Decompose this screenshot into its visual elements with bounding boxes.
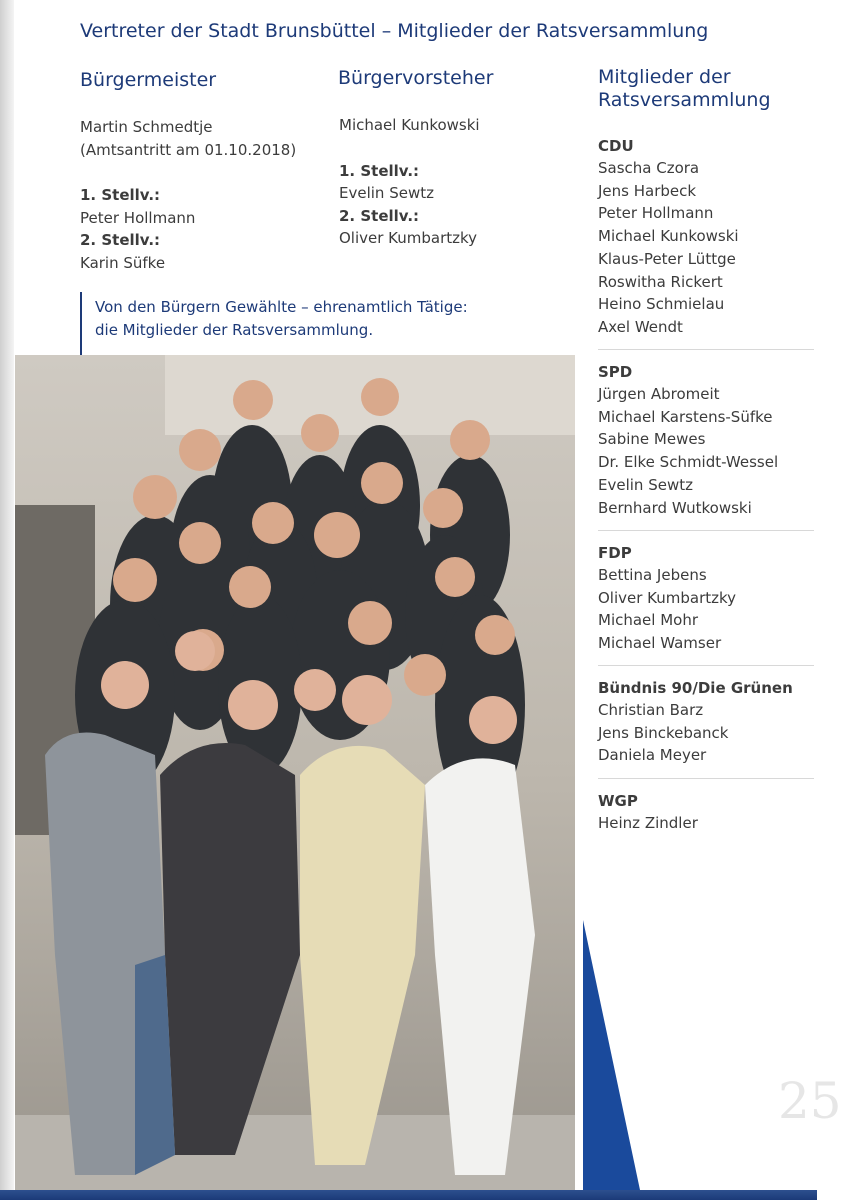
party-fdp [598,542,736,655]
member-item: Axel Wendt [598,317,683,336]
mitglieder-heading-line1: Mitglieder der [598,66,731,88]
party-gruene [598,677,793,767]
page-title: Vertreter der Stadt Brunsbüttel – Mitglieder der Ratsversammlung [80,20,709,42]
member-item: Bettina Jebens [598,566,707,584]
buergervorsteher-stellv2-name: Oliver Kumbartzky [339,229,478,247]
mitglieder-heading [598,66,771,112]
buergervorsteher-name: Michael Kunkowski [339,116,480,134]
buergermeister-stellv2-name: Karin Süfke [80,253,166,272]
member-item: Bernhard Wutkowski [598,498,752,517]
buergervorsteher-heading: Bürgervorsteher [338,67,494,89]
party-divider [598,530,814,531]
buergermeister-note: (Amtsantritt am 01.10.2018) [80,140,297,159]
party-cdu [598,135,739,339]
member-item: Klaus-Peter Lüttge [598,249,736,268]
member-item: Michael Karstens-Süfke [598,407,773,426]
member-item: Peter Hollmann [598,204,714,223]
party-name: Bündnis 90/Die Grünen [598,679,793,697]
buergervorsteher-block [339,114,480,250]
page-binding-shadow [0,0,14,1200]
buergermeister-block [80,116,296,274]
party-divider [598,778,814,779]
buergervorsteher-stellv1-label: 1. Stellv.: [339,161,420,180]
party-name: SPD [598,363,633,381]
buergermeister-heading: Bürgermeister [80,69,217,91]
member-item: Michael Kunkowski [598,227,739,246]
mitglieder-heading-line2: Ratsversammlung [598,89,771,111]
member-item: Michael Mohr [598,611,699,630]
member-item: Dr. Elke Schmidt-Wessel [598,453,779,472]
member-item: Christian Barz [598,701,704,719]
bottom-color-bar [0,1190,817,1200]
member-item: Heinz Zindler [598,814,698,832]
member-item: Evelin Sewtz [598,475,693,494]
party-name: FDP [598,544,632,562]
party-spd [598,361,778,519]
quote-text [95,296,468,341]
member-item: Oliver Kumbartzky [598,588,737,607]
buergermeister-name: Martin Schmedtje [80,118,213,136]
party-divider [598,349,814,350]
party-name: WGP [598,792,638,810]
member-item: Jürgen Abromeit [598,385,720,403]
group-photo [15,355,575,1190]
buergervorsteher-stellv2-label: 2. Stellv.: [339,206,420,225]
member-item: Sabine Mewes [598,430,706,449]
quote-line1: Von den Bürgern Gewählte – ehrenamtlich Tätige: [95,298,468,316]
member-item: Daniela Meyer [598,746,707,765]
member-item: Heino Schmielau [598,295,725,314]
buergermeister-stellv2-label: 2. Stellv.: [80,231,161,249]
buergervorsteher-stellv1-name: Evelin Sewtz [339,184,434,202]
member-item: Jens Harbeck [598,181,697,200]
page-number: 25 [778,1072,842,1130]
party-divider [598,665,814,666]
member-item: Jens Binckebanck [598,723,729,742]
quote-line2: die Mitglieder der Ratsversammlung. [95,320,374,339]
member-item: Roswitha Rickert [598,272,723,291]
party-name: CDU [598,137,634,155]
member-item: Michael Wamser [598,634,722,653]
buergermeister-stellv1-label: 1. Stellv.: [80,186,161,204]
buergermeister-stellv1-name: Peter Hollmann [80,208,196,227]
member-item: Sascha Czora [598,159,700,177]
